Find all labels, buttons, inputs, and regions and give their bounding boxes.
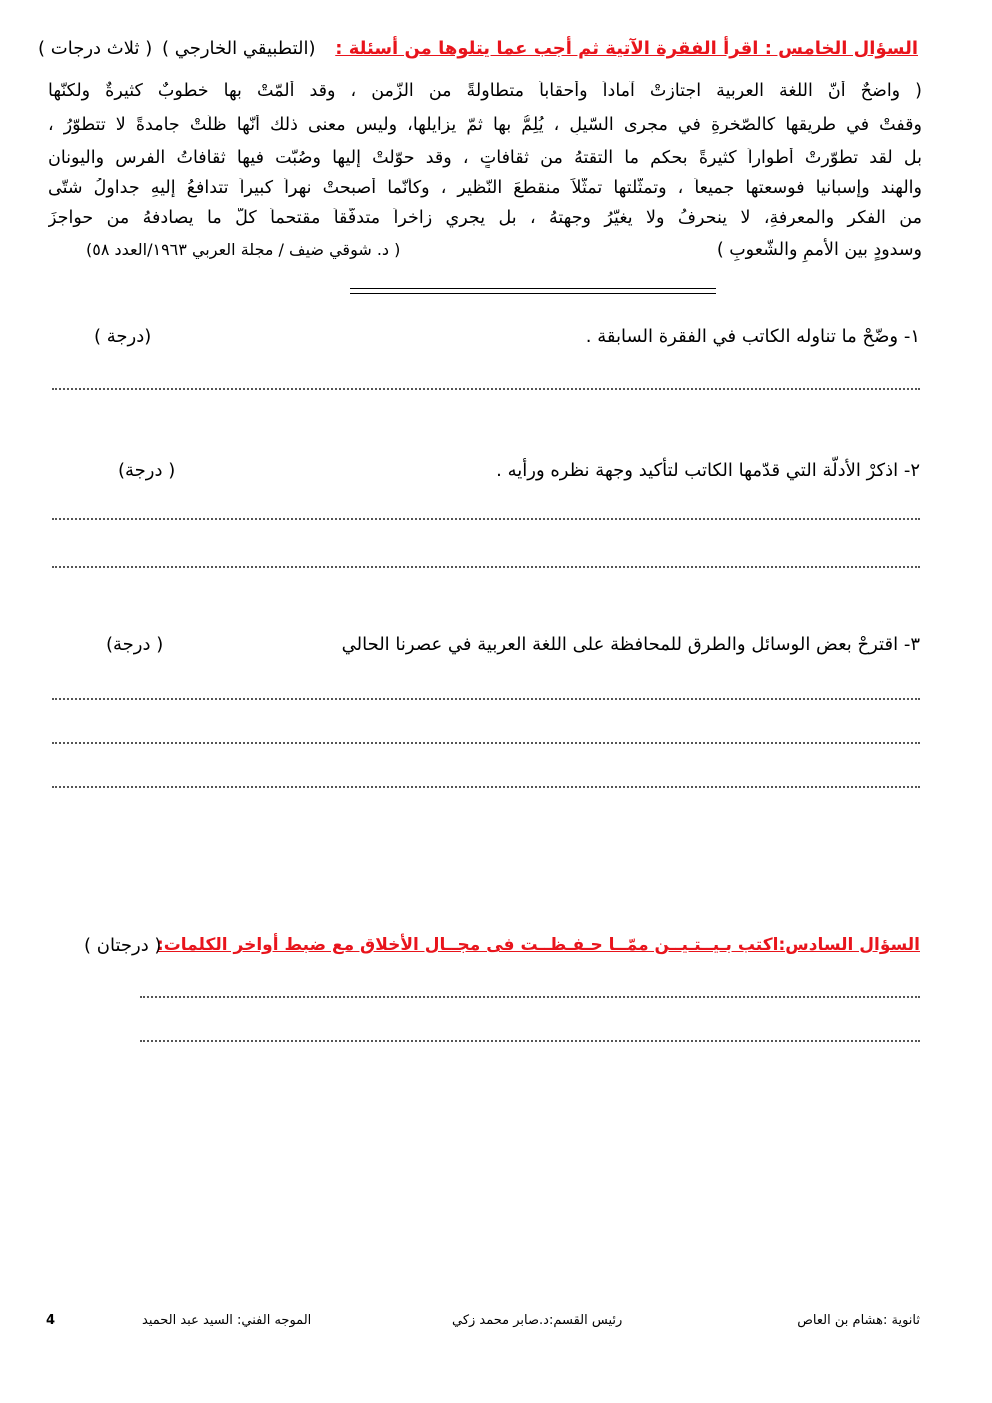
answer-line-3-2[interactable] xyxy=(52,742,920,744)
passage-line-3: بل لقد تطوّرتْ أطواراً كثيرةً بحكمِ ما التقتهُ من ثقافاتٍ ، وقد حوّلتْ إليها وصُبّت فيها ثقافاتُ الفرس واليونان xyxy=(48,148,922,168)
answer-line-1-1[interactable] xyxy=(52,388,920,390)
passage-line-2: وقفتْ في طريقها كالصّخرةِ في مجرى السّيلِ ، يُلِمُّ بها ثمّ يزايلها، وليس معنى ذلك أنّها ظلّتْ جامدةً لا تتطوّرُ ، xyxy=(48,115,922,135)
passage-line-1: ( واضحٌ أنّ اللغة العربية اجتازتْ آماداً وأحقاباً متطاولةً من الزّمن ، وقد ألمّتْ بها خطوبٌ كثيرةٌ ولكنّها xyxy=(48,81,922,101)
question-3: ٣- اقترحْ بعض الوسائل والطرق للمحافظة على اللغة العربية في عصرنا الحالي xyxy=(341,634,920,655)
footer-supervisor: الموجه الفني: السيد عبد الحميد xyxy=(142,1313,312,1328)
footer-department-head: رئيس القسم:د.صابر محمد زكي xyxy=(452,1313,623,1328)
answer-line-2-2[interactable] xyxy=(52,566,920,568)
answer-line-3-1[interactable] xyxy=(52,698,920,700)
answer-line-2-1[interactable] xyxy=(52,518,920,520)
answer-line-q6-1[interactable] xyxy=(140,996,920,998)
question-3-marks: ( درجة) xyxy=(106,634,164,655)
q5-heading: السؤال الخامس : اقرأ الفقرة الآتية ثم أجب عما يتلوها من أسئلة : xyxy=(335,38,918,59)
question-1-marks: (درجة ) xyxy=(94,326,152,347)
passage-line-5: من الفكرِ والمعرفةِ، لا ينحرفُ ولا يغيّرُ وِجهتهُ ، بل يجري زاخراً متدفّقاً مقتحماً كلّ ما يصادفهُ من حواجزَ xyxy=(48,208,922,228)
q6-marks: ( درجتان ) xyxy=(84,935,162,956)
q5-marks: ( ثلاث درجات ) xyxy=(38,38,153,59)
q6-heading: السؤال السادس:اكتب بـيــتـيــن ممّــا حـفـظــت فى مجــال الأخلاق مع ضبط أواخر الكلمات: xyxy=(156,935,920,955)
answer-line-q6-2[interactable] xyxy=(140,1040,920,1042)
q5-section: (التطبيقي الخارجي ) xyxy=(161,38,316,59)
page-number: 4 xyxy=(46,1313,56,1328)
passage-citation: ( د. شوقي ضيف / مجلة العربي ١٩٦٣/العدد ٥٨) xyxy=(86,240,401,259)
passage-line-6: وسدودٍ بين الأممِ والشّعوبِ ) xyxy=(716,240,922,260)
answer-line-3-3[interactable] xyxy=(52,786,920,788)
separator xyxy=(350,288,716,294)
footer-school: ثانوية :هشام بن العاص xyxy=(797,1313,920,1328)
q5-header xyxy=(38,38,918,59)
passage-line-4: والهند وإسبانيا فوسعتها جميعاً ، وتمثّلتها تمثّلاً منقطعَ النّظيرِ ، وكأنّما أصبحتْ نهراً كبيراً تتدافعُ إليهِ جداولُ شتّى xyxy=(48,178,922,198)
question-1: ١- وضّحْ ما تناوله الكاتب في الفقرة السابقة . xyxy=(585,326,920,347)
question-2: ٢- اذكرْ الأدلّة التي قدّمها الكاتب لتأكيد وجهة نظره ورأيه . xyxy=(496,460,920,481)
question-2-marks: ( درجة) xyxy=(118,460,176,481)
